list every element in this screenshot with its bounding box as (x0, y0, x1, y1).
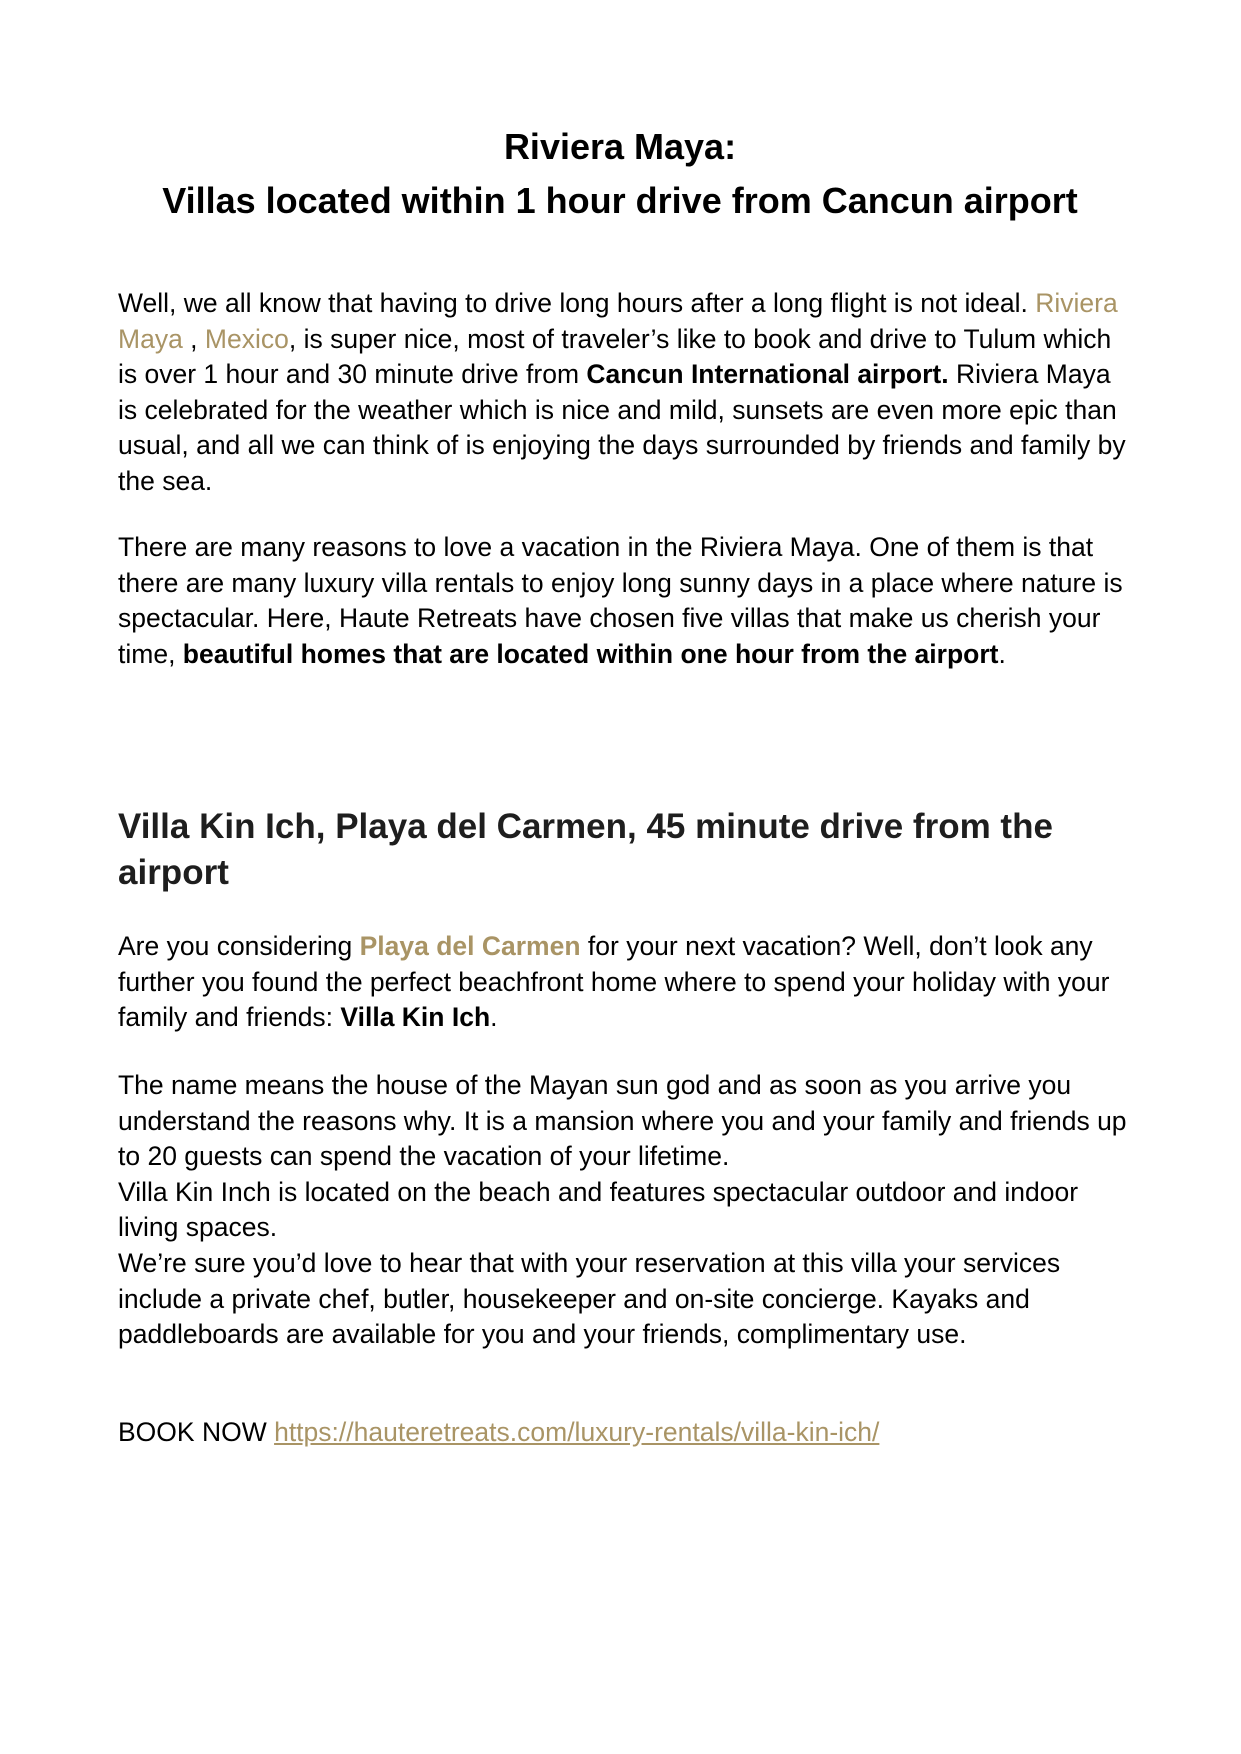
intro-text: , is super nice, most of traveler’s like to book and drive to Tulum which is over 1 hour and 30 minute drive from (118, 323, 1112, 390)
homes-highlight-bold: beautiful homes that are located within one hour from the airport (182, 638, 999, 669)
document-title (100, 120, 1140, 228)
period: . (490, 1002, 498, 1033)
intro-text: Riviera Maya is celebrated for the weather which is nice and mild, sunsets are even more epic than usual, and all we can think of is enjoying the days surrounded by friends and family by the sea. (118, 359, 1126, 496)
villa-paragraph-1 (118, 929, 1128, 1036)
villa-kin-ich-bold: Villa Kin Ich (340, 1002, 491, 1033)
intro-paragraph-1 (118, 286, 1128, 500)
period: . (998, 638, 1006, 669)
villa-paragraph-2 (118, 1068, 1128, 1353)
villa-text: Are you considering (118, 931, 360, 961)
riviera-maya-link[interactable]: Riviera Maya (118, 288, 1118, 354)
link-separator: , (190, 323, 205, 354)
book-now-line (118, 1415, 1128, 1451)
villa-text: for your next vacation? Well, don’t look any further you found the perfect beachfront home where to spend your holiday with your family and friends: (118, 931, 1110, 1033)
cancun-airport-bold: Cancun International airport. (586, 359, 949, 390)
title-line-2: Villas located within 1 hour drive from Cancun airport (162, 180, 1078, 221)
intro-text: Well, we all know that having to drive long hours after a long flight is not ideal. (118, 288, 1028, 318)
intro-text: There are many reasons to love a vacation in the Riviera Maya. One of them is that there are many luxury villa rentals to enjoy long sunny days in a place where nature is spectacular. Here, Haute Retreats have chosen five villas that make us cherish your time, (118, 532, 1123, 669)
villa-location-line: Villa Kin Inch is located on the beach and features spectacular outdoor and indoor living spaces. (118, 1176, 1079, 1243)
villa-description-line: The name means the house of the Mayan sun god and as soon as you arrive you understand the reasons why. It is a mansion where you and your family and friends up to 20 guests can spend the vacation of your lifetime. (118, 1070, 1127, 1172)
book-now-link[interactable]: https://hauteretreats.com/luxury-rentals/villa-kin-ich/ (274, 1417, 880, 1447)
section-heading-villa-kin-ich: Villa Kin Ich, Playa del Carmen, 45 minute drive from the airport (118, 807, 1053, 892)
villa-services-line: We’re sure you’d love to hear that with your reservation at this villa your services include a private chef, butler, housekeeper and on-site concierge. Kayaks and paddleboards are available for you and your friends, complimentary use. (118, 1247, 1061, 1350)
mexico-link[interactable]: Mexico (204, 323, 289, 354)
intro-paragraph-2 (118, 530, 1128, 672)
title-line-1: Riviera Maya: (503, 126, 737, 167)
book-now-label: BOOK NOW (118, 1417, 275, 1447)
playa-del-carmen-link[interactable]: Playa del Carmen (359, 931, 581, 961)
